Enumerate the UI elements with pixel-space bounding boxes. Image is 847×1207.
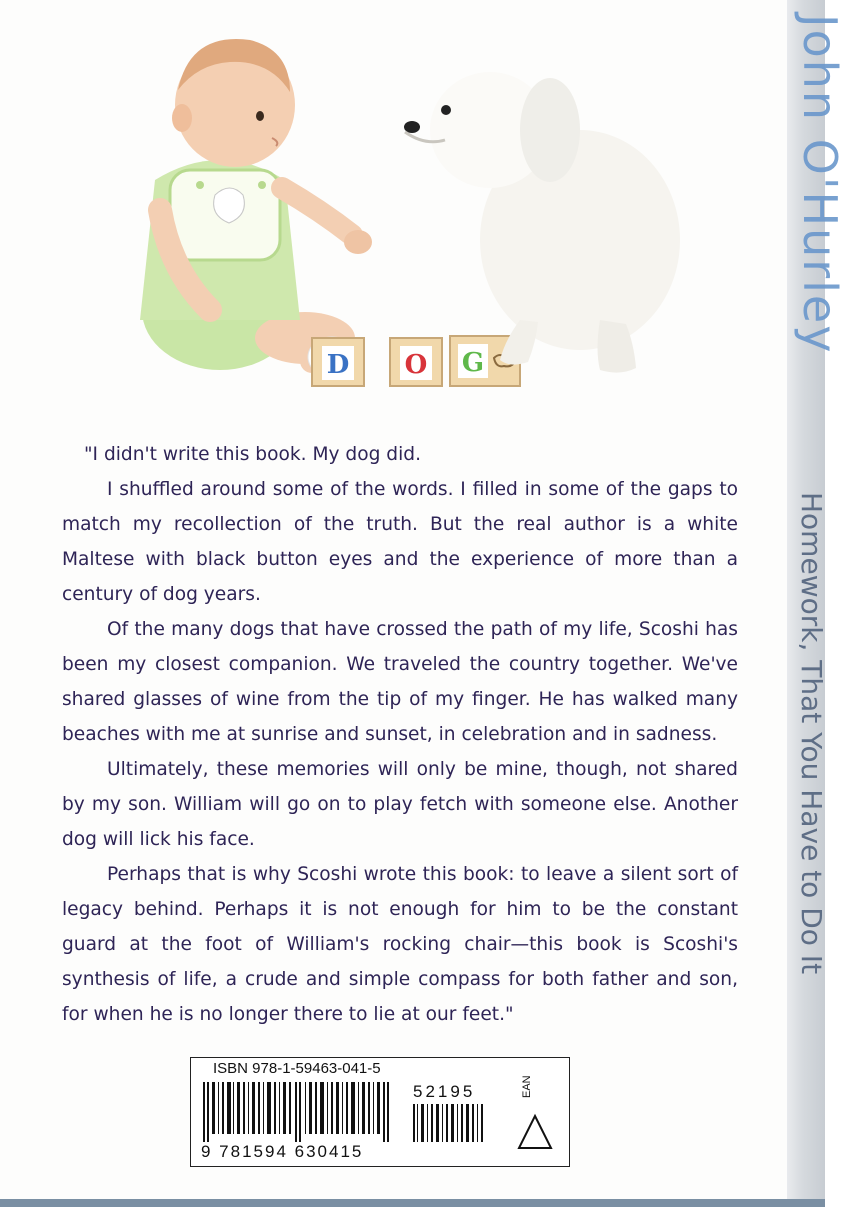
- blurb-paragraph-1: "I didn't write this book. My dog did.: [84, 444, 421, 465]
- block-letter-g: G: [461, 348, 485, 378]
- isbn-barcode: [190, 1057, 570, 1167]
- isbn-text: ISBN 978-1-59463-041-5: [213, 1060, 381, 1077]
- cover-bottom-edge: [0, 1199, 825, 1207]
- block-o: [390, 338, 442, 386]
- blurb-paragraph-5: Perhaps that is why Scoshi wrote this book: to leave a silent sort of legacy behind. Perhaps it is not enough for him to be the constant guard at the foot of William's rocking chair—this book is Scoshi's synthesis of life, a crude and simple compass for both father and son, for when he is no longer there to lie at our feet.": [62, 864, 738, 1025]
- book-spine: [787, 0, 847, 1207]
- blurb-paragraph-2: I shuffled around some of the words. I filled in some of the gaps to match my recollection of the truth. But the real author is a white Maltese with black button eyes and the experience of more than a century of dog years.: [62, 479, 738, 605]
- back-cover-blurb: [62, 437, 738, 1032]
- spine-title: Homework, That You Have to Do It: [795, 492, 828, 975]
- cover-illustration: [100, 20, 700, 400]
- barcode-digits: 9 781594 630415: [201, 1142, 364, 1161]
- block-letter-d: D: [326, 350, 350, 380]
- alphabet-blocks: [312, 336, 520, 386]
- block-letter-o: O: [404, 350, 428, 380]
- baby-figure: [140, 39, 372, 377]
- block-d: [312, 338, 364, 386]
- blurb-paragraph-4: Ultimately, these memories will only be mine, though, not shared by my son. William will go on to play fetch with someone else. Another dog will lick his face.: [62, 759, 738, 850]
- ean-label: EAN: [521, 1075, 533, 1098]
- white-dog-figure: [404, 72, 680, 373]
- price-code: 52195: [413, 1082, 476, 1101]
- blurb-paragraph-3: Of the many dogs that have crossed the path of my life, Scoshi has been my closest companion. We traveled the country together. We've shared glasses of wine from the tip of my finger. He has walked many beaches with me at sunrise and sunset, in celebration and in sadness.: [62, 619, 738, 745]
- publisher-triangle-logo: [515, 1112, 555, 1152]
- spine-author: John O'Hurley: [793, 14, 847, 355]
